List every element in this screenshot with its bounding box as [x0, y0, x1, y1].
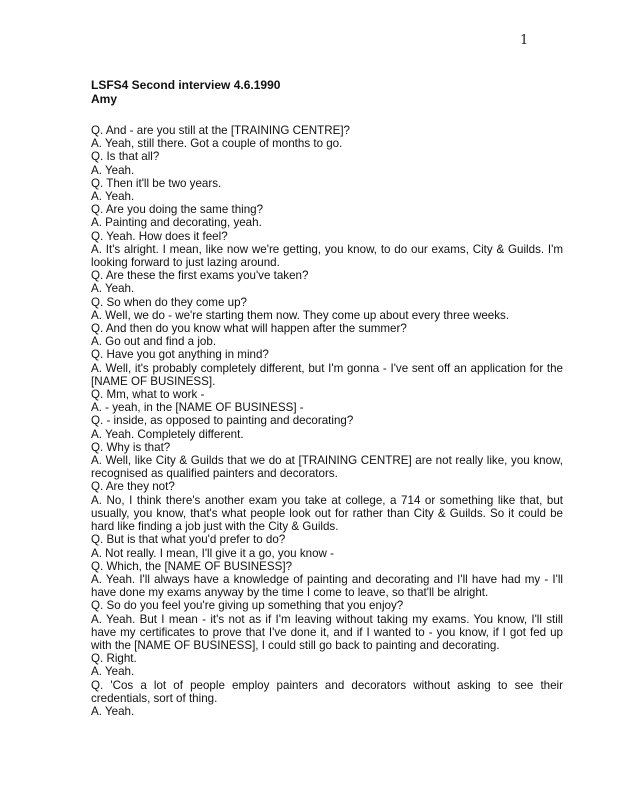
transcript-line: Q. Why is that?: [91, 440, 171, 454]
transcript-line: Q. And then do you know what will happen after the summer?: [91, 322, 407, 336]
transcript-line: A. Yeah. But I mean - it's not as if I'm leaving without taking my exams. You know, I'll still have my certificates to prove that I've done it, and if I wanted to - you know, if I got fed up with the [NAME OF BUSINESS], I could still go back to painting and decorating.: [91, 612, 563, 652]
transcript-line: Q. So when do they come up?: [91, 295, 247, 309]
document-title: LSFS4 Second interview 4.6.1990: [91, 78, 281, 92]
transcript-line: Q. Then it'll be two years.: [91, 176, 222, 190]
transcript: [91, 124, 563, 718]
transcript-line: A. It's alright. I mean, like now we're getting, you know, to do our exams, City & Guilds. I'm looking forward to just lazing around.: [91, 242, 563, 270]
transcript-line: Q. So do you feel you're giving up something that you enjoy?: [91, 599, 404, 613]
interviewee-name: Amy: [91, 92, 118, 106]
transcript-line: A. Painting and decorating, yeah.: [91, 216, 262, 230]
transcript-line: Q. Are they not?: [91, 480, 175, 494]
transcript-line: Q. Is that all?: [91, 150, 160, 164]
transcript-line: Q. And - are you still at the [TRAINING CENTRE]?: [91, 124, 351, 137]
transcript-line: Q. Are these the first exams you've taken?: [91, 269, 309, 283]
transcript-line: A. - yeah, in the [NAME OF BUSINESS] -: [91, 401, 304, 415]
transcript-line: A. Well, it's probably completely different, but I'm gonna - I've sent off an application for the [NAME OF BUSINESS].: [91, 361, 563, 388]
page-number: 1: [520, 33, 529, 48]
transcript-line: Q. Which, the [NAME OF BUSINESS]?: [91, 559, 293, 573]
transcript-line: A. Not really. I mean, I'll give it a go, you know -: [91, 546, 334, 560]
transcript-line: Q. 'Cos a lot of people employ painters and decorators without asking to see their credentials, sort of thing.: [91, 678, 563, 705]
transcript-line: Q. Right.: [91, 652, 137, 666]
transcript-line: Q. Have you got anything in mind?: [91, 348, 269, 362]
transcript-line: A. Yeah.: [91, 665, 135, 679]
transcript-line: A. Yeah. Completely different.: [91, 427, 244, 441]
transcript-line: Q. - inside, as opposed to painting and decorating?: [91, 414, 354, 428]
transcript-line: A. Yeah, still there. Got a couple of months to go.: [91, 137, 343, 151]
transcript-line: A. Yeah. I'll always have a knowledge of painting and decorating and I'll have had my - I'll have done my exams anyway by the time I come to leave, so that'll be alright.: [91, 572, 563, 600]
transcript-line: A. No, I think there's another exam you take at college, a 714 or something like that, but usually, you know, that's what people look out for rather than City & Guilds. So it could be hard like finding a job just with the City & Guilds.: [91, 493, 563, 534]
transcript-line: A. Yeah.: [91, 163, 135, 177]
transcript-line: A. Well, we do - we're starting them now. They come up about every three weeks.: [91, 308, 510, 322]
transcript-line: A. Yeah.: [91, 704, 135, 718]
transcript-line: A. Yeah.: [91, 190, 135, 204]
transcript-line: Q. But is that what you'd prefer to do?: [91, 533, 286, 547]
transcript-line: A. Well, like City & Guilds that we do at [TRAINING CENTRE] are not really like, you know, recognised as qualified painters and decorators.: [91, 454, 563, 481]
transcript-line: Q. Are you doing the same thing?: [91, 203, 264, 217]
transcript-line: A. Go out and find a job.: [91, 335, 217, 349]
transcript-line: A. Yeah.: [91, 282, 135, 296]
document-header: [91, 78, 280, 106]
transcript-line: Q. Mm, what to work -: [91, 388, 205, 402]
transcript-line: Q. Yeah. How does it feel?: [91, 229, 228, 243]
